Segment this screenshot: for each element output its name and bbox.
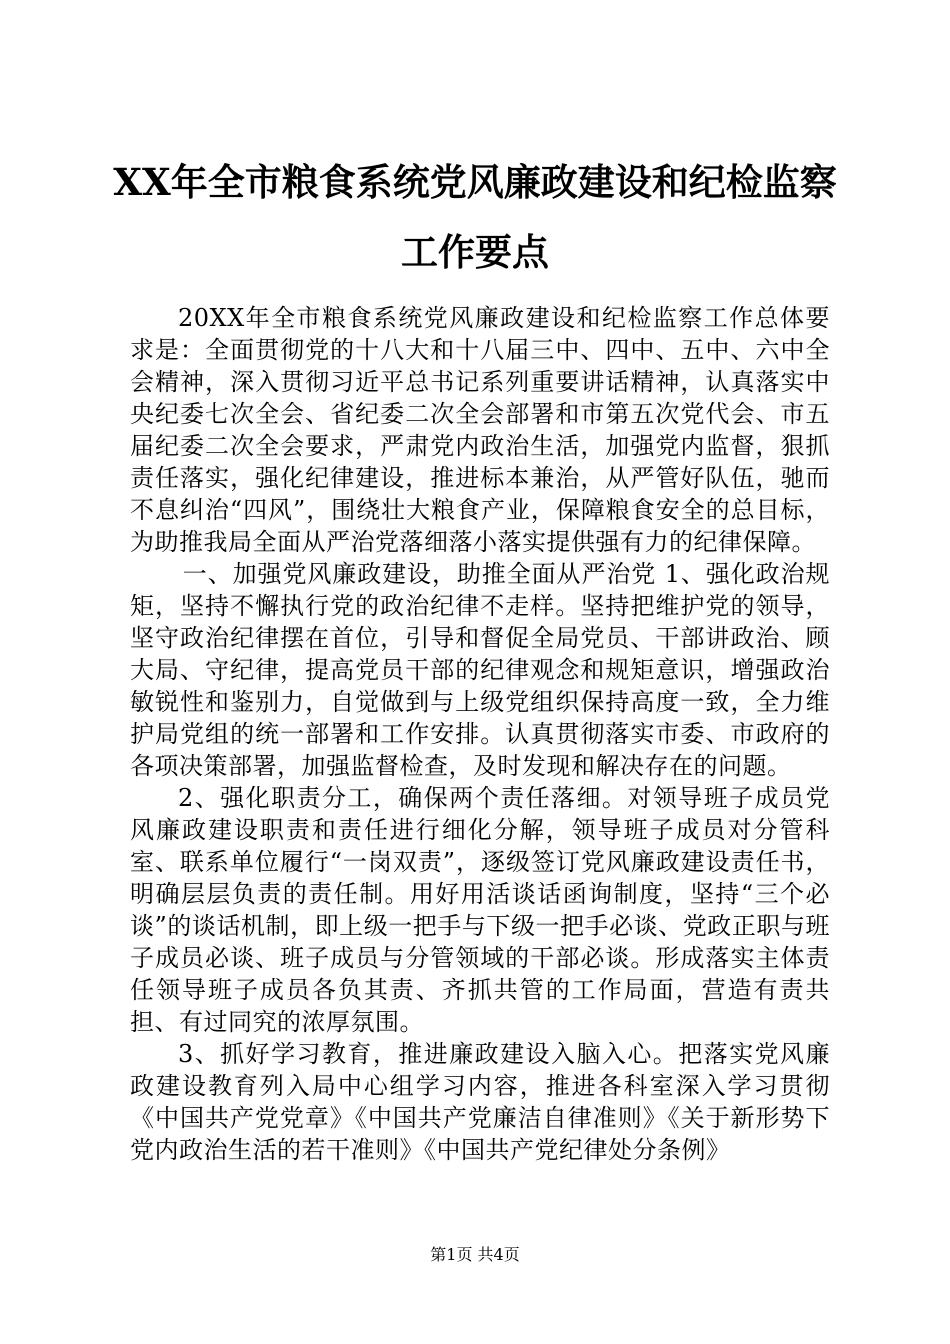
paragraph: 2、强化职责分工，确保两个责任落细。对领导班子成员党风廉政建设职责和责任进行细化分解，领导班子成员对分管科室、联系单位履行“一岗双责”，逐级签订党风廉政建设责任书，明确层层负责的责任制。用好用活谈话函询制度，坚持“三个必谈”的谈话机制，即上级一把手与下级一把手必谈、党政正职与班子成员必谈、班子成员与分管领域的干部必谈。形成落实主体责任领导班子成员各负其责、齐抓共管的工作局面，营造有责共担、有过同究的浓厚氛围。 (130, 784, 830, 1036)
title-line-1: XX年全市粮食系统党风廉政建设和纪检监察 (113, 160, 837, 204)
document-title (60, 158, 890, 298)
paragraph: 3、抓好学习教育，推进廉政建设入脑入心。把落实党风廉政建设教育列入局中心组学习内容，推进各科室深入学习贯彻《中国共产党党章》《中国共产党廉洁自律准则》《关于新形势下党内政治生活的若干准则》《中国共产党纪律处分条例》 (130, 1040, 830, 1164)
page-number: 第1页 共4页 (430, 1245, 520, 1264)
document-body (130, 302, 830, 1166)
paragraph: 一、加强党风廉政建设，助推全面从严治党 1、强化政治规矩，坚持不懈执行党的政治纪律不走样。坚持把维护党的领导，坚守政治纪律摆在首位，引导和督促全局党员、干部讲政治、顾大局、守纪律，提高党员干部的纪律观念和规矩意识，增强政治敏锐性和鉴别力，自觉做到与上级党组织保持高度一致，全力维护局党组的统一部署和工作安排。认真贯彻落实市委、市政府的各项决策部署，加强监督检查，及时发现和解决存在的问题。 (130, 560, 830, 780)
title-line-2: 工作要点 (401, 230, 549, 274)
paragraph: 20XX年全市粮食系统党风廉政建设和纪检监察工作总体要求是：全面贯彻党的十八大和十八届三中、四中、五中、六中全会精神，深入贯彻习近平总书记系列重要讲话精神，认真落实中央纪委七次全会、省纪委二次全会部署和市第五次党代会、市五届纪委二次全会要求，严肃党内政治生活，加强党内监督，狠抓责任落实，强化纪律建设，推进标本兼治，从严管好队伍，驰而不息纠治“四风”，围绕壮大粮食产业，保障粮食安全的总目标，为助推我局全面从严治党落细落小落实提供强有力的纪律保障。 (130, 304, 830, 556)
